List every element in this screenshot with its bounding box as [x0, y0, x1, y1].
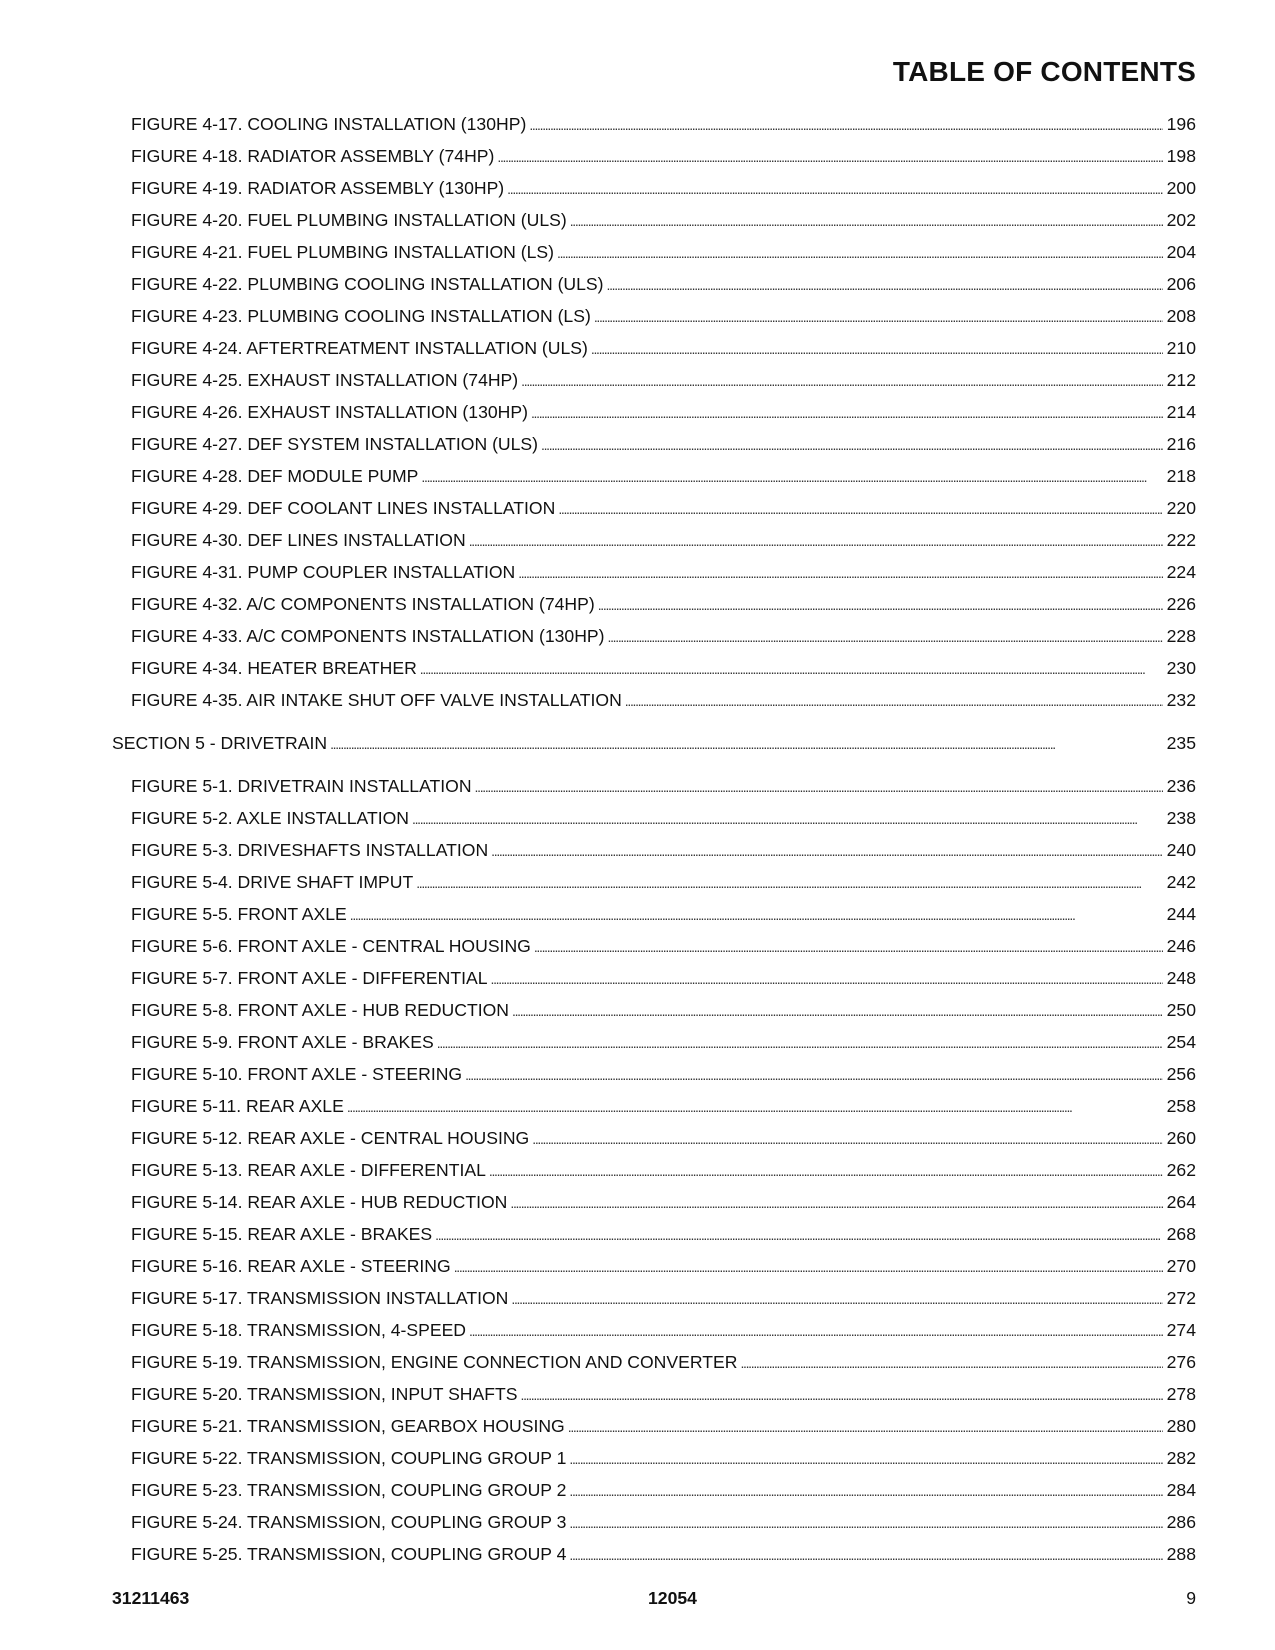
toc-entry-page-number: 264 [1166, 1192, 1196, 1212]
toc-entry-page-number: 218 [1166, 466, 1196, 486]
dot-leader [534, 930, 1163, 963]
toc-entry-label: FIGURE 4-25. EXHAUST INSTALLATION (74HP) [131, 370, 519, 390]
dot-leader [507, 172, 1162, 205]
toc-entry-page-number: 240 [1166, 840, 1196, 860]
toc-entry-page-number: 196 [1166, 114, 1196, 134]
dot-leader [465, 1058, 1163, 1091]
toc-entry-page-number: 210 [1166, 338, 1196, 358]
toc-entry-label: FIGURE 4-18. RADIATOR ASSEMBLY (74HP) [131, 146, 495, 166]
dot-leader [569, 1538, 1162, 1571]
toc-entry-label: FIGURE 5-3. DRIVESHAFTS INSTALLATION [131, 840, 489, 860]
toc-entry-label: FIGURE 5-14. REAR AXLE - HUB REDUCTION [131, 1192, 508, 1212]
toc-entry-page-number: 284 [1166, 1480, 1196, 1500]
toc-figure-entry[interactable] [112, 1058, 1196, 1090]
toc-entry-label: FIGURE 4-20. FUEL PLUMBING INSTALLATION (ULS) [131, 210, 567, 230]
toc-entry-label: FIGURE 4-27. DEF SYSTEM INSTALLATION (ULS) [131, 434, 539, 454]
toc-figure-entry[interactable] [112, 428, 1196, 460]
dot-leader [510, 1186, 1162, 1219]
toc-entry-label: FIGURE 4-33. A/C COMPONENTS INSTALLATION (130HP) [131, 626, 605, 646]
toc-entry-page-number: 216 [1166, 434, 1196, 454]
dot-leader [475, 770, 1163, 803]
toc-figure-entry[interactable] [112, 770, 1196, 802]
dot-leader [740, 1346, 1162, 1379]
toc-entry-label: FIGURE 5-4. DRIVE SHAFT IMPUT [131, 872, 414, 892]
toc-entry-page-number: 272 [1166, 1288, 1196, 1308]
toc-figure-entry[interactable] [112, 1090, 1196, 1122]
toc-entry-label: FIGURE 5-20. TRANSMISSION, INPUT SHAFTS [131, 1384, 518, 1404]
toc-entry-label: FIGURE 4-19. RADIATOR ASSEMBLY (130HP) [131, 178, 505, 198]
toc-entry-label: FIGURE 4-35. AIR INTAKE SHUT OFF VALVE INSTALLATION [131, 690, 622, 710]
toc-entry-label: FIGURE 5-10. FRONT AXLE - STEERING [131, 1064, 463, 1084]
toc-entry-label: FIGURE 4-31. PUMP COUPLER INSTALLATION [131, 562, 516, 582]
toc-entry-page-number: 242 [1166, 872, 1196, 892]
dot-leader [420, 652, 1163, 685]
toc-entry-page-number: 222 [1166, 530, 1196, 550]
toc-figure-entry[interactable] [112, 364, 1196, 396]
toc-figure-entry[interactable] [112, 524, 1196, 556]
dot-leader [531, 396, 1163, 429]
toc-figure-entry[interactable] [112, 802, 1196, 834]
toc-entry-label: SECTION 5 - DRIVETRAIN [112, 733, 328, 753]
toc-figure-entry[interactable] [112, 1474, 1196, 1506]
toc-figure-entry[interactable] [112, 140, 1196, 172]
dot-leader [350, 898, 1163, 931]
toc-entry-label: FIGURE 5-21. TRANSMISSION, GEARBOX HOUSING [131, 1416, 565, 1436]
dot-leader [520, 1378, 1162, 1411]
toc-entry-label: FIGURE 5-25. TRANSMISSION, COUPLING GROUP 4 [131, 1544, 567, 1564]
toc-figure-entry[interactable] [112, 108, 1196, 140]
toc-figure-entry[interactable] [112, 1026, 1196, 1058]
toc-entry-label: FIGURE 5-1. DRIVETRAIN INSTALLATION [131, 776, 472, 796]
toc-entry-label: FIGURE 5-6. FRONT AXLE - CENTRAL HOUSING [131, 936, 531, 956]
page-footer [112, 1588, 1196, 1616]
toc-entry-page-number: 232 [1166, 690, 1196, 710]
toc-entry-label: FIGURE 4-26. EXHAUST INSTALLATION (130HP) [131, 402, 528, 422]
dot-leader [598, 588, 1163, 621]
footer-page-number: 9 [1186, 1588, 1196, 1608]
dot-leader [594, 300, 1163, 333]
toc-entry-label: FIGURE 4-29. DEF COOLANT LINES INSTALLATION [131, 498, 556, 518]
toc-entry-label: FIGURE 4-17. COOLING INSTALLATION (130HP) [131, 114, 527, 134]
toc-entry-label: FIGURE 4-34. HEATER BREATHER [131, 658, 417, 678]
toc-figure-entry[interactable] [112, 620, 1196, 652]
toc-entry-page-number: 262 [1166, 1160, 1196, 1180]
toc-figure-entry[interactable] [112, 300, 1196, 332]
toc-figure-entry[interactable] [112, 1250, 1196, 1282]
dot-leader [569, 1442, 1162, 1475]
dot-leader [421, 460, 1162, 493]
toc-entry-page-number: 270 [1166, 1256, 1196, 1276]
toc-figure-entry[interactable] [112, 268, 1196, 300]
toc-figure-entry[interactable] [112, 1442, 1196, 1474]
dot-leader [521, 364, 1162, 397]
toc-entry-page-number: 226 [1166, 594, 1196, 614]
dot-leader [511, 1282, 1162, 1315]
toc-entry-page-number: 246 [1166, 936, 1196, 956]
toc-entry-label: FIGURE 5-8. FRONT AXLE - HUB REDUCTION [131, 1000, 509, 1020]
toc-entry-label: FIGURE 4-30. DEF LINES INSTALLATION [131, 530, 466, 550]
dot-leader [412, 802, 1163, 835]
toc-figure-entry[interactable] [112, 556, 1196, 588]
toc-entry-page-number: 230 [1166, 658, 1196, 678]
toc-entry-label: FIGURE 5-9. FRONT AXLE - BRAKES [131, 1032, 434, 1052]
toc-entry-page-number: 224 [1166, 562, 1196, 582]
toc-entry-page-number: 256 [1166, 1064, 1196, 1084]
toc-entry-page-number: 236 [1166, 776, 1196, 796]
toc-figure-entry[interactable] [112, 460, 1196, 492]
dot-leader [416, 866, 1162, 899]
toc-figure-entry[interactable] [112, 396, 1196, 428]
toc-entry-label: FIGURE 5-19. TRANSMISSION, ENGINE CONNECTION AND CONVERTER [131, 1352, 738, 1372]
footer-document-number: 31211463 [112, 1588, 190, 1608]
toc-entry-label: FIGURE 5-12. REAR AXLE - CENTRAL HOUSING [131, 1128, 530, 1148]
toc-figure-entry[interactable] [112, 1218, 1196, 1250]
dot-leader [330, 727, 1163, 760]
toc-figure-entry[interactable] [112, 332, 1196, 364]
toc-entry-label: FIGURE 5-22. TRANSMISSION, COUPLING GROUP 1 [131, 1448, 567, 1468]
toc-figure-entry[interactable] [112, 1346, 1196, 1378]
toc-figure-entry[interactable] [112, 1186, 1196, 1218]
toc-figure-entry[interactable] [112, 1314, 1196, 1346]
dot-leader [469, 1314, 1163, 1347]
toc-entry-page-number: 202 [1166, 210, 1196, 230]
toc-figure-entry[interactable] [112, 652, 1196, 684]
toc-entry-page-number: 282 [1166, 1448, 1196, 1468]
toc-figure-entry[interactable] [112, 492, 1196, 524]
toc-figure-entry[interactable] [112, 1410, 1196, 1442]
table-of-contents [112, 108, 1196, 1570]
toc-entry-label: FIGURE 4-24. AFTERTREATMENT INSTALLATION (ULS) [131, 338, 588, 358]
toc-entry-label: FIGURE 5-18. TRANSMISSION, 4-SPEED [131, 1320, 467, 1340]
toc-figure-entry[interactable] [112, 1378, 1196, 1410]
toc-figure-entry[interactable] [112, 898, 1196, 930]
toc-entry-page-number: 254 [1166, 1032, 1196, 1052]
toc-section-entry[interactable] [112, 727, 1196, 759]
dot-leader [469, 524, 1163, 557]
toc-figure-entry[interactable] [112, 684, 1196, 716]
toc-entry-label: FIGURE 5-16. REAR AXLE - STEERING [131, 1256, 451, 1276]
toc-entry-label: FIGURE 4-23. PLUMBING COOLING INSTALLATION (LS) [131, 306, 591, 326]
toc-entry-label: FIGURE 4-21. FUEL PLUMBING INSTALLATION (LS) [131, 242, 554, 262]
dot-leader [558, 492, 1162, 525]
toc-entry-page-number: 235 [1166, 733, 1196, 753]
toc-figure-entry[interactable] [112, 236, 1196, 268]
toc-figure-entry[interactable] [112, 1122, 1196, 1154]
dot-leader [435, 1218, 1162, 1251]
toc-entry-page-number: 206 [1166, 274, 1196, 294]
toc-figure-entry[interactable] [112, 204, 1196, 236]
dot-leader [591, 332, 1163, 365]
toc-entry-label: FIGURE 5-23. TRANSMISSION, COUPLING GROUP 2 [131, 1480, 567, 1500]
dot-leader [454, 1250, 1163, 1283]
toc-entry-page-number: 198 [1166, 146, 1196, 166]
dot-leader [557, 236, 1163, 269]
dot-leader [491, 962, 1163, 995]
toc-entry-page-number: 260 [1166, 1128, 1196, 1148]
toc-entry-page-number: 204 [1166, 242, 1196, 262]
toc-entry-label: FIGURE 5-5. FRONT AXLE [131, 904, 347, 924]
toc-entry-page-number: 258 [1166, 1096, 1196, 1116]
toc-entry-page-number: 200 [1166, 178, 1196, 198]
page-title: TABLE OF CONTENTS [892, 56, 1196, 87]
toc-entry-page-number: 288 [1166, 1544, 1196, 1564]
dot-leader [541, 428, 1163, 461]
toc-entry-page-number: 212 [1166, 370, 1196, 390]
dot-leader [497, 140, 1162, 173]
toc-entry-label: FIGURE 5-17. TRANSMISSION INSTALLATION [131, 1288, 509, 1308]
toc-entry-page-number: 220 [1166, 498, 1196, 518]
toc-figure-entry[interactable] [112, 866, 1196, 898]
toc-figure-entry[interactable] [112, 1538, 1196, 1570]
toc-entry-page-number: 280 [1166, 1416, 1196, 1436]
toc-entry-page-number: 248 [1166, 968, 1196, 988]
toc-entry-page-number: 250 [1166, 1000, 1196, 1020]
dot-leader [532, 1122, 1162, 1155]
toc-entry-page-number: 278 [1166, 1384, 1196, 1404]
toc-entry-label: FIGURE 5-2. AXLE INSTALLATION [131, 808, 409, 828]
toc-entry-label: FIGURE 4-28. DEF MODULE PUMP [131, 466, 419, 486]
toc-entry-page-number: 228 [1166, 626, 1196, 646]
toc-figure-entry[interactable] [112, 1154, 1196, 1186]
dot-leader [529, 108, 1162, 141]
toc-entry-page-number: 238 [1166, 808, 1196, 828]
dot-leader [568, 1410, 1163, 1443]
toc-entry-label: FIGURE 4-32. A/C COMPONENTS INSTALLATION (74HP) [131, 594, 595, 614]
toc-figure-entry[interactable] [112, 588, 1196, 620]
toc-entry-page-number: 268 [1166, 1224, 1196, 1244]
toc-figure-entry[interactable] [112, 930, 1196, 962]
toc-entry-label: FIGURE 4-22. PLUMBING COOLING INSTALLATION (ULS) [131, 274, 604, 294]
dot-leader [608, 620, 1163, 653]
toc-entry-label: FIGURE 5-24. TRANSMISSION, COUPLING GROUP 3 [131, 1512, 567, 1532]
toc-entry-page-number: 208 [1166, 306, 1196, 326]
toc-entry-page-number: 244 [1166, 904, 1196, 924]
toc-entry-page-number: 274 [1166, 1320, 1196, 1340]
toc-figure-entry[interactable] [112, 994, 1196, 1026]
dot-leader [570, 204, 1163, 237]
dot-leader [512, 994, 1163, 1027]
toc-figure-entry[interactable] [112, 962, 1196, 994]
dot-leader [491, 834, 1162, 867]
toc-entry-page-number: 276 [1166, 1352, 1196, 1372]
dot-leader [437, 1026, 1163, 1059]
toc-figure-entry[interactable] [112, 1282, 1196, 1314]
dot-leader [625, 684, 1163, 717]
dot-leader [569, 1506, 1162, 1539]
toc-entry-label: FIGURE 5-11. REAR AXLE [131, 1096, 344, 1116]
toc-entry-page-number: 214 [1166, 402, 1196, 422]
toc-figure-entry[interactable] [112, 172, 1196, 204]
toc-entry-label: FIGURE 5-7. FRONT AXLE - DIFFERENTIAL [131, 968, 488, 988]
dot-leader [607, 268, 1163, 301]
toc-entry-page-number: 286 [1166, 1512, 1196, 1532]
dot-leader [569, 1474, 1162, 1507]
toc-figure-entry[interactable] [112, 1506, 1196, 1538]
footer-code: 12054 [648, 1588, 697, 1608]
dot-leader [347, 1090, 1163, 1123]
dot-leader [489, 1154, 1163, 1187]
toc-entry-label: FIGURE 5-15. REAR AXLE - BRAKES [131, 1224, 433, 1244]
dot-leader [518, 556, 1162, 589]
toc-entry-label: FIGURE 5-13. REAR AXLE - DIFFERENTIAL [131, 1160, 486, 1180]
toc-figure-entry[interactable] [112, 834, 1196, 866]
